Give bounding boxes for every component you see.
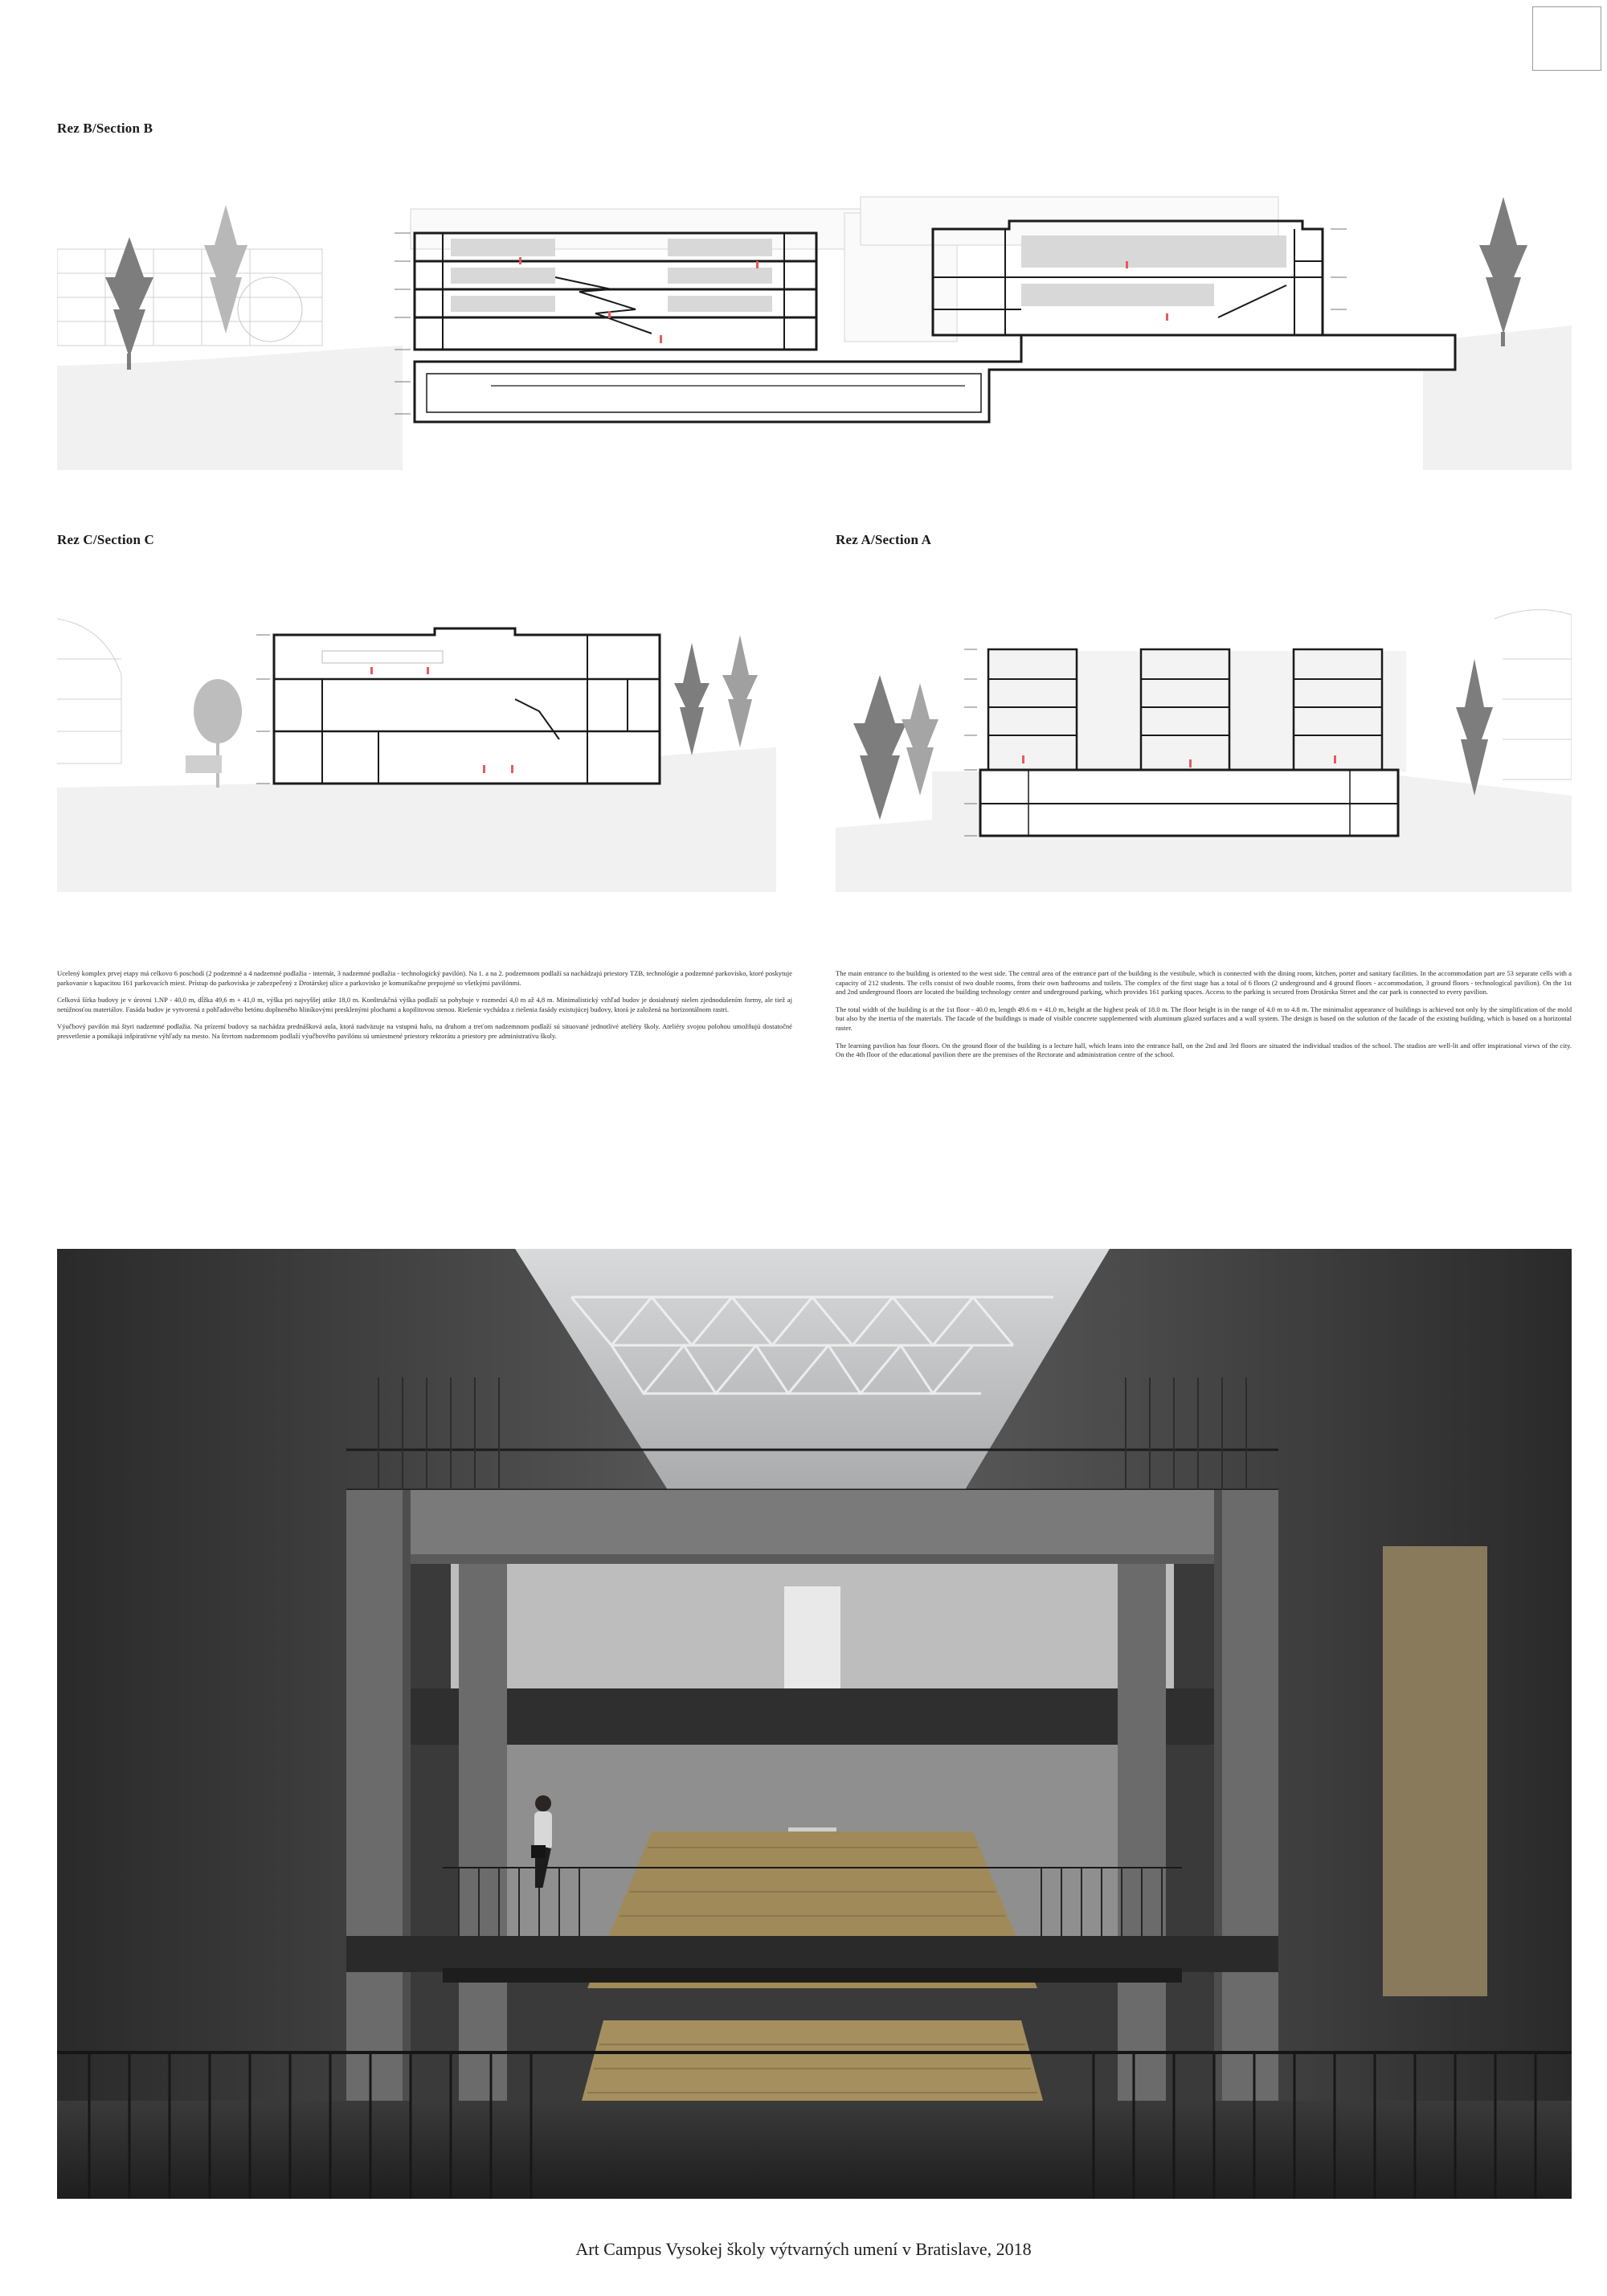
section-a-drawing [836,555,1572,892]
section-c-drawing [57,555,776,892]
section-b-drawing [57,149,1572,470]
footer-caption: Art Campus Vysokej školy výtvarných umení v Bratislave, 2018 [575,2239,1032,2259]
description-slovak [57,969,792,1050]
paragraph: Ucelený komplex prvej etapy má celkovo 6 poschodí (2 podzemné a 4 nadzemné podlažia - internát, 3 nadzemné podlažia - technologický pavilón). Na 1. a na 2. podzemnom podlaží sa nachádzajú priestory TZB, technológie a podzemné parkovisko, ktoré poskytuje parkovanie s kapacitou 161 parkovacích miest. Prístup do parkoviska je zabezpečený z Drotárskej ulice a parkovisko je komunikačne prepojené so všetkými pavilónmi. [57,969,792,987]
section-b-title: Rez B/Section B [57,121,153,136]
paragraph: The learning pavilion has four floors. On the ground floor of the building is a lecture hall, which leans into the entrance hall, on the 2nd and 3rd floors are situated the individual studios of the school. The studios are well-lit and offer inspirational views of the city. On the 4th floor of the educational pavilion there are the premises of the Rectorate and administration centre of the school. [836,1041,1572,1059]
interior-render [57,1249,1572,2199]
sheet-number-box [1532,6,1601,71]
section-a-title: Rez A/Section A [836,532,932,547]
paragraph: Výučbový pavilón má štyri nadzemné podlažia. Na prízemí budovy sa nachádza prednášková aula, ktorá nadväzuje na vstupnú halu, na druhom a treťom nadzemnom podlaží sú situované jednotlivé ateliéry školy. Ateliéry svojou polohou umožňujú dostatočné presvetlenie a ponúkajú inšpiratívne výhľady na mesto. Na štvrtom nadzemnom podlaží výučbového pavilónu sú umiestnené priestory rektorátu a priestory pre administratívu školy. [57,1022,792,1040]
section-c-title: Rez C/Section C [57,532,155,547]
paragraph: The total width of the building is at the 1st floor - 40.0 m, length 49.6 m + 41.0 m, height at the highest peak of 18.0 m. The floor height is in the range of 4.0 m to 4.8 m. The minimalist appearance of buildings is achieved not only by the simplification of the mold but also by the inertia of the materials. The facade of the buildings is made of visible concrete supplemented with aluminum glazed surfaces and a wall system. The design is based on the solution of the facade of the existing building, which is based on a horizontal raster. [836,1005,1572,1032]
description-english [836,969,1572,1068]
paragraph: The main entrance to the building is oriented to the west side. The central area of the entrance part of the building is the vestibule, which is connected with the dining room, kitchen, porter and sanitary facilities. In the accommodation part are 53 separate cells with a capacity of 212 students. The cells consist of two double rooms, from their own bathrooms and toilets. The complex of the first stage has a total of 6 floors (2 underground and 4 ground floors - accommodation, 3 ground floors - technological pavilion). On the 1st and 2nd underground floors are located the building technology center and underground parking, which provides 161 parking spaces. Access to the parking is secured from Drotárska Street and the car park is connected to every pavilion. [836,969,1572,997]
paragraph: Celková šírka budovy je v úrovni 1.NP - 40,0 m, dĺžka 49,6 m + 41,0 m, výška pri najvyššej atike 18,0 m. Konštrukčná výška podlaží sa pohybuje v rozmedzí 4,0 m až 4,8 m. Minimalistický vzhľad budov je dosiahnutý nielen zjednodušením formy, ale tiež aj netúžnosťou materiálov. Fasáda budov je vytvorená z pohľadového betónu doplneného hliníkovými presklenými plochami a kopilitovou stenou. Riešenie vychádza z riešenia fasády existujúcej budovy, ktorá je založená na horizontálnom rastri. [57,996,792,1013]
